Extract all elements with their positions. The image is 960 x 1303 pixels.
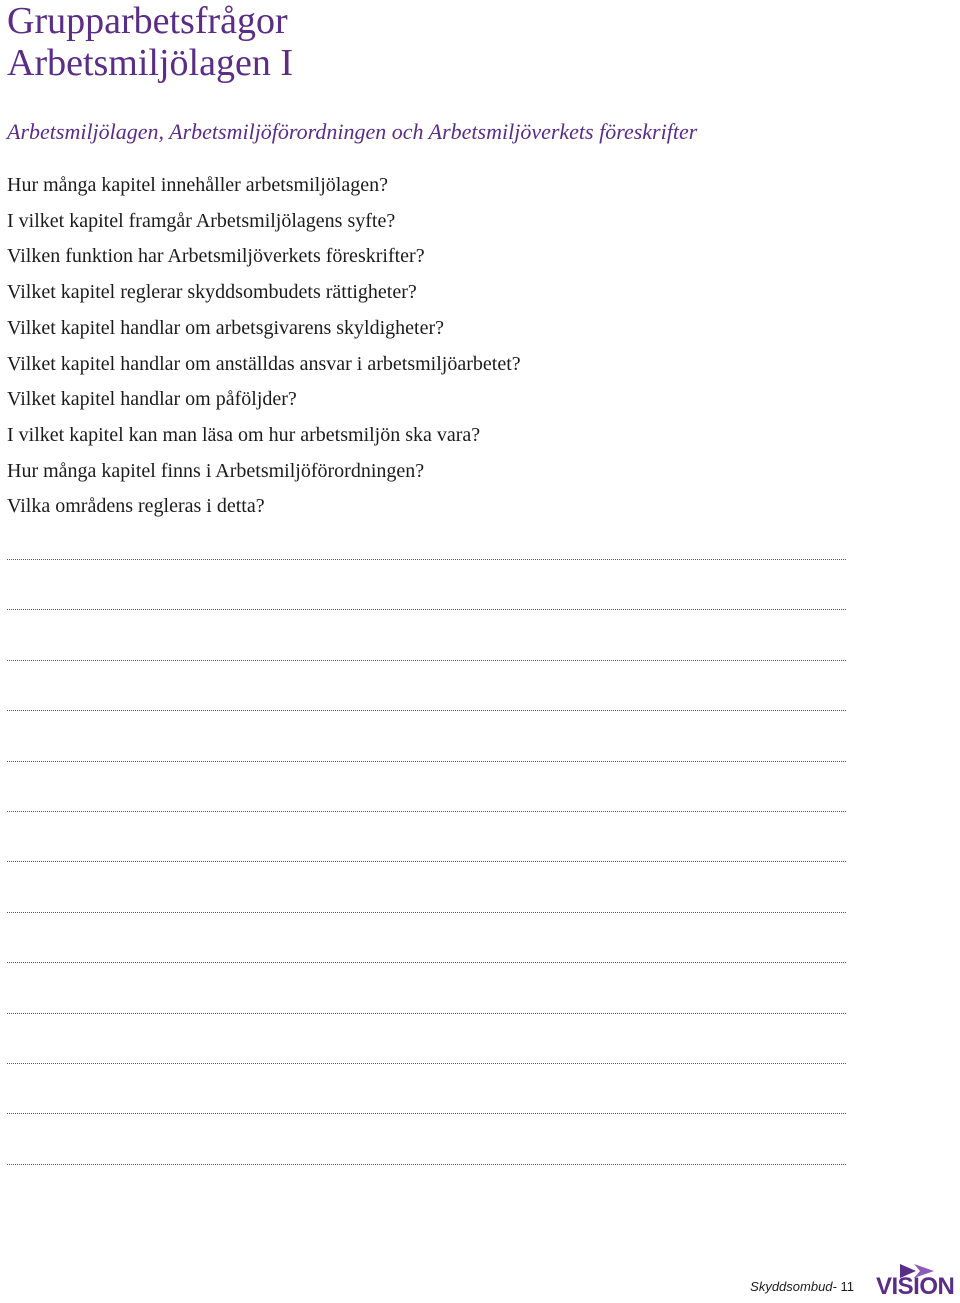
question-item: I vilket kapitel framgår Arbetsmiljölagens syfte? xyxy=(7,209,396,232)
answer-line xyxy=(7,609,846,610)
question-item: Vilket kapitel handlar om arbetsgivarens skyldigheter? xyxy=(7,316,444,339)
question-item: Vilket kapitel handlar om anställdas ansvar i arbetsmiljöarbetet? xyxy=(7,352,521,375)
question-item: Hur många kapitel innehåller arbetsmiljölagen? xyxy=(7,174,388,196)
question-list xyxy=(7,168,521,525)
answer-line xyxy=(7,1063,846,1064)
footer-label: Skyddsombud xyxy=(750,1279,833,1294)
question-item: Vilka områdens regleras i detta? xyxy=(7,495,265,518)
question-item: Vilket kapitel reglerar skyddsombudets rättigheter? xyxy=(7,281,417,304)
page-title-line-2: Arbetsmiljölagen I xyxy=(7,42,293,84)
footer-separator: - xyxy=(832,1279,841,1294)
vision-logo xyxy=(876,1264,956,1300)
answer-line xyxy=(7,1113,846,1114)
answer-line xyxy=(7,962,846,963)
question-item: Vilken funktion har Arbetsmiljöverkets föreskrifter? xyxy=(7,245,425,268)
answer-line xyxy=(7,1013,846,1014)
question-item: Vilket kapitel handlar om påföljder? xyxy=(7,388,297,411)
page-title xyxy=(7,0,293,84)
answer-line xyxy=(7,761,846,762)
vision-logo-text: VISION xyxy=(876,1273,955,1300)
page-footer xyxy=(750,1279,854,1295)
answer-line xyxy=(7,1164,846,1165)
question-item: Hur många kapitel finns i Arbetsmiljöförordningen? xyxy=(7,459,425,482)
answer-line xyxy=(7,912,846,913)
answer-line xyxy=(7,660,846,661)
page-title-line-1: Grupparbetsfrågor xyxy=(7,0,288,42)
answer-line xyxy=(7,710,846,711)
answer-line xyxy=(7,559,846,560)
page-number: 11 xyxy=(840,1279,854,1294)
answer-line xyxy=(7,811,846,812)
subtitle: Arbetsmiljölagen, Arbetsmiljöförordningen och Arbetsmiljöverkets föreskrifter xyxy=(7,119,698,144)
question-item: I vilket kapitel kan man läsa om hur arbetsmiljön ska vara? xyxy=(7,423,481,446)
answer-line xyxy=(7,861,846,862)
